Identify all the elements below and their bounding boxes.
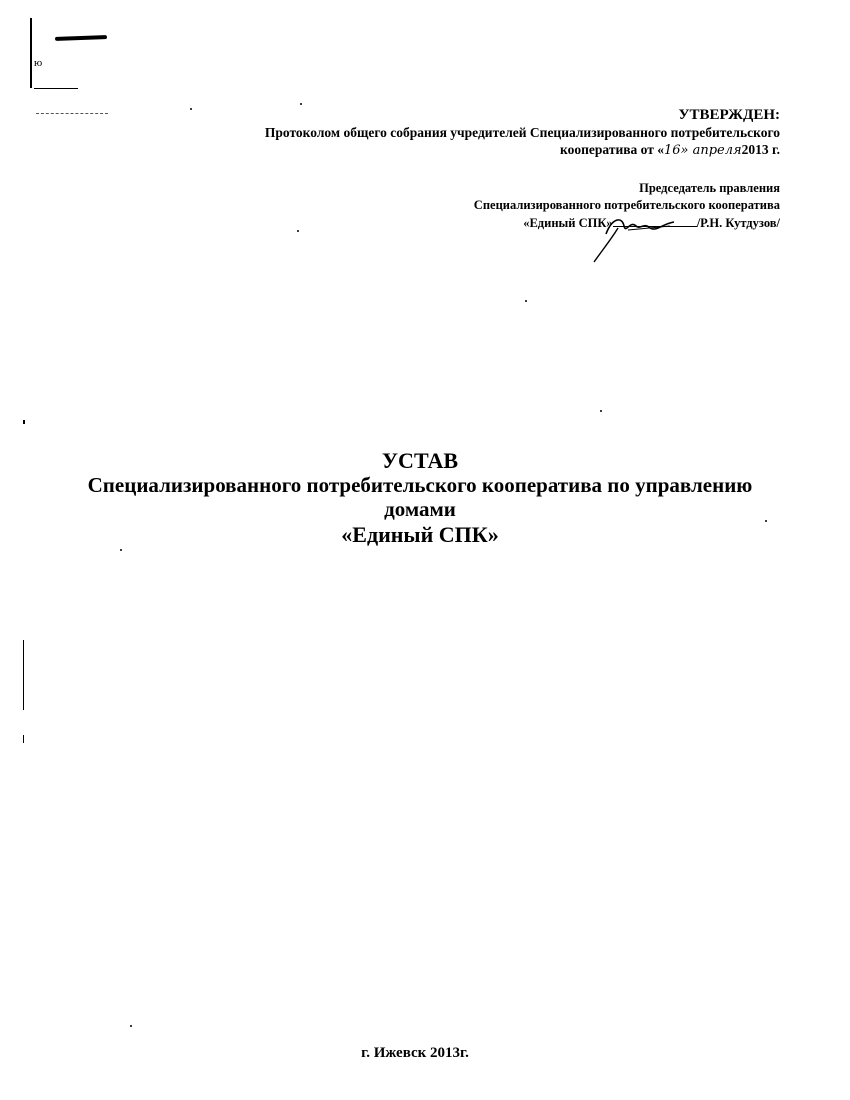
- scan-dotted-line: [36, 113, 108, 114]
- scan-line: [34, 88, 78, 89]
- scan-speck: [300, 103, 302, 105]
- approval-line-2: [160, 141, 780, 159]
- scan-mark: [55, 35, 107, 41]
- margin-fragment: ю: [34, 57, 43, 69]
- title-word: УСТАВ: [381, 448, 459, 473]
- margin-mark: [23, 420, 25, 424]
- document-title: [60, 448, 780, 549]
- scan-edge-line: [30, 18, 32, 88]
- approval-block: [160, 107, 780, 159]
- title-org-name: «Единый СПК»: [341, 522, 499, 547]
- scan-speck: [525, 300, 527, 302]
- approval-date-prefix: кооператива от «: [560, 142, 664, 157]
- chairman-org-line: Специализированного потребительского кооператива: [473, 198, 780, 212]
- scan-speck: [120, 549, 122, 551]
- chairman-signature-line: [360, 214, 780, 232]
- margin-mark: [23, 640, 24, 710]
- title-line-2: домами: [384, 497, 456, 521]
- handwritten-date: 16» апреля: [663, 143, 742, 158]
- approval-line-1: Протоколом общего собрания учредителей Специализированного потребительского: [264, 125, 780, 140]
- scan-speck: [600, 410, 602, 412]
- city-year: г. Ижевск 2013г.: [361, 1045, 469, 1061]
- approval-date-suffix: 2013 г.: [741, 142, 780, 157]
- chairman-name: /Р.Н. Кутдузов/: [696, 216, 780, 230]
- scan-speck: [297, 230, 299, 232]
- margin-mark: [23, 735, 24, 743]
- chairman-title: Председатель правления: [639, 181, 780, 195]
- handwritten-signature: [578, 208, 678, 264]
- approval-heading: УТВЕРЖДЕН:: [678, 107, 780, 123]
- chairman-org-name: «Единый СПК»: [523, 216, 613, 230]
- title-line-1: Специализированного потребительского кооператива по управлению: [87, 473, 753, 497]
- scan-speck: [130, 1025, 132, 1027]
- chairman-block: [360, 180, 780, 232]
